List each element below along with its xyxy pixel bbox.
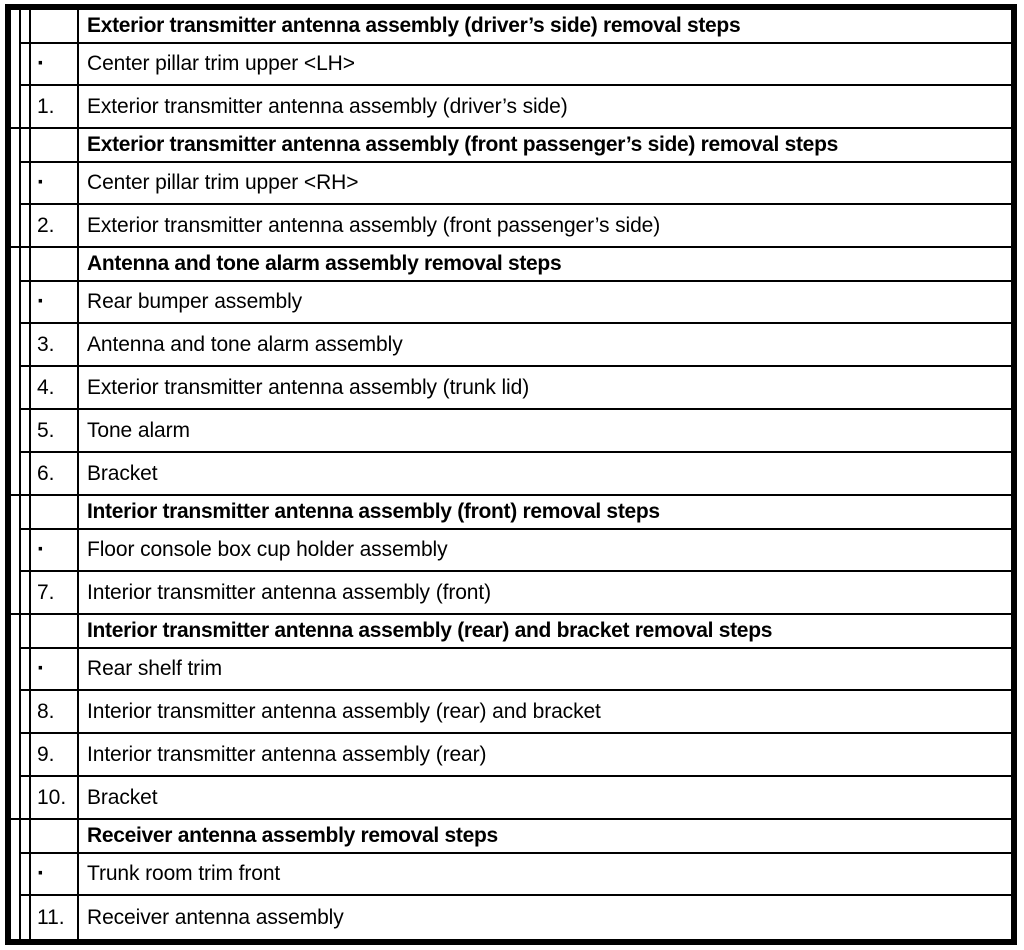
group-margin-cell [11, 530, 21, 572]
subgroup-margin-cell [21, 205, 31, 248]
step-number-cell [31, 496, 79, 530]
group-margin-cell [11, 572, 21, 615]
table-row [11, 324, 1011, 367]
section-title: Antenna and tone alarm assembly removal steps [79, 248, 1011, 282]
subgroup-margin-cell [21, 129, 31, 163]
section-title: Interior transmitter antenna assembly (front) removal steps [79, 496, 1011, 530]
table-row [11, 453, 1011, 496]
step-number-cell: 4. [31, 367, 79, 410]
table-row [11, 163, 1011, 205]
group-margin-cell [11, 86, 21, 129]
step-number-cell [31, 10, 79, 44]
group-margin-cell [11, 734, 21, 777]
table-row [11, 777, 1011, 820]
step-number-cell: 11. [31, 896, 79, 939]
bullet-marker-cell: · [31, 282, 79, 324]
step-number-cell [31, 820, 79, 854]
section-header-row [11, 129, 1011, 163]
subgroup-margin-cell [21, 367, 31, 410]
step-number-cell: 5. [31, 410, 79, 453]
step-number-cell [31, 129, 79, 163]
group-margin-cell [11, 777, 21, 820]
group-margin-cell [11, 453, 21, 496]
step-description: Exterior transmitter antenna assembly (trunk lid) [79, 367, 1011, 410]
subgroup-margin-cell [21, 44, 31, 86]
group-margin-cell [11, 820, 21, 854]
subgroup-margin-cell [21, 691, 31, 734]
table-row [11, 896, 1011, 939]
step-description: Exterior transmitter antenna assembly (front passenger’s side) [79, 205, 1011, 248]
subgroup-margin-cell [21, 248, 31, 282]
bullet-marker-cell: · [31, 163, 79, 205]
group-margin-cell [11, 129, 21, 163]
group-margin-cell [11, 10, 21, 44]
group-margin-cell [11, 324, 21, 367]
group-margin-cell [11, 854, 21, 896]
step-description: Trunk room trim front [79, 854, 1011, 896]
subgroup-margin-cell [21, 649, 31, 691]
bullet-marker-cell: · [31, 649, 79, 691]
table-row [11, 367, 1011, 410]
subgroup-margin-cell [21, 820, 31, 854]
section-title: Exterior transmitter antenna assembly (driver’s side) removal steps [79, 10, 1011, 44]
step-number-cell: 6. [31, 453, 79, 496]
step-number-cell: 3. [31, 324, 79, 367]
subgroup-margin-cell [21, 324, 31, 367]
step-description: Interior transmitter antenna assembly (rear) [79, 734, 1011, 777]
subgroup-margin-cell [21, 854, 31, 896]
subgroup-margin-cell [21, 615, 31, 649]
step-number-cell: 10. [31, 777, 79, 820]
step-number-cell [31, 615, 79, 649]
table-row [11, 86, 1011, 129]
table-row [11, 205, 1011, 248]
group-margin-cell [11, 496, 21, 530]
step-number-cell: 7. [31, 572, 79, 615]
subgroup-margin-cell [21, 453, 31, 496]
group-margin-cell [11, 367, 21, 410]
step-description: Floor console box cup holder assembly [79, 530, 1011, 572]
group-margin-cell [11, 615, 21, 649]
step-number-cell: 8. [31, 691, 79, 734]
group-margin-cell [11, 691, 21, 734]
group-margin-cell [11, 248, 21, 282]
table-row [11, 530, 1011, 572]
group-margin-cell [11, 410, 21, 453]
bullet-marker-cell: · [31, 44, 79, 86]
subgroup-margin-cell [21, 163, 31, 205]
step-description: Interior transmitter antenna assembly (rear) and bracket [79, 691, 1011, 734]
group-margin-cell [11, 44, 21, 86]
subgroup-margin-cell [21, 86, 31, 129]
table-row [11, 44, 1011, 86]
subgroup-margin-cell [21, 530, 31, 572]
step-number-cell: 2. [31, 205, 79, 248]
step-description: Exterior transmitter antenna assembly (driver’s side) [79, 86, 1011, 129]
step-description: Interior transmitter antenna assembly (front) [79, 572, 1011, 615]
subgroup-margin-cell [21, 496, 31, 530]
table-row [11, 649, 1011, 691]
subgroup-margin-cell [21, 572, 31, 615]
step-number-cell [31, 248, 79, 282]
step-description: Bracket [79, 453, 1011, 496]
step-description: Center pillar trim upper <LH> [79, 44, 1011, 86]
table-row [11, 734, 1011, 777]
table-row [11, 410, 1011, 453]
group-margin-cell [11, 205, 21, 248]
step-description: Tone alarm [79, 410, 1011, 453]
step-description: Center pillar trim upper <RH> [79, 163, 1011, 205]
step-description: Rear shelf trim [79, 649, 1011, 691]
subgroup-margin-cell [21, 896, 31, 939]
step-number-cell: 9. [31, 734, 79, 777]
step-description: Bracket [79, 777, 1011, 820]
group-margin-cell [11, 896, 21, 939]
group-margin-cell [11, 282, 21, 324]
table-row [11, 854, 1011, 896]
section-title: Interior transmitter antenna assembly (rear) and bracket removal steps [79, 615, 1011, 649]
group-margin-cell [11, 649, 21, 691]
table-row [11, 572, 1011, 615]
section-header-row [11, 248, 1011, 282]
step-description: Antenna and tone alarm assembly [79, 324, 1011, 367]
subgroup-margin-cell [21, 10, 31, 44]
table-row [11, 282, 1011, 324]
step-description: Rear bumper assembly [79, 282, 1011, 324]
section-title: Exterior transmitter antenna assembly (front passenger’s side) removal steps [79, 129, 1011, 163]
bullet-marker-cell: · [31, 854, 79, 896]
section-header-row [11, 615, 1011, 649]
subgroup-margin-cell [21, 282, 31, 324]
section-title: Receiver antenna assembly removal steps [79, 820, 1011, 854]
bullet-marker-cell: · [31, 530, 79, 572]
group-margin-cell [11, 163, 21, 205]
subgroup-margin-cell [21, 734, 31, 777]
table-row [11, 691, 1011, 734]
section-header-row [11, 10, 1011, 44]
step-number-cell: 1. [31, 86, 79, 129]
subgroup-margin-cell [21, 777, 31, 820]
step-description: Receiver antenna assembly [87, 905, 344, 929]
removal-steps-table [5, 4, 1017, 945]
section-header-row [11, 820, 1011, 854]
subgroup-margin-cell [21, 410, 31, 453]
section-header-row [11, 496, 1011, 530]
